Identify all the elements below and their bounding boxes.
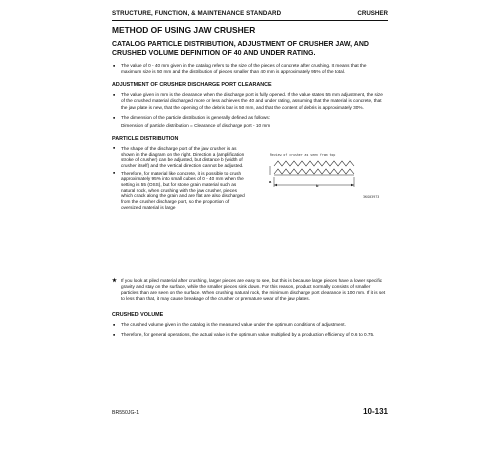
list-item: ■ The crushed volume given in the catalog is the measured value under the optimum conditions of adjustment. — [112, 322, 388, 328]
catalog-heading: CATALOG PARTICLE DISTRIBUTION, ADJUSTMENT OF CRUSHER JAW, AND CRUSHED VOLUME DEFINITION OF 40 AND UNDER RATING. — [112, 41, 369, 57]
main-title: METHOD OF USING JAW CRUSHER — [112, 25, 256, 35]
page-number: 10-131 — [363, 407, 388, 416]
figure-caption: Review of crusher as seen from top — [270, 152, 336, 157]
note-text: If you look at piled material after crushing, larger pieces are easy to see, but this is because large pieces have a lower specific gravity and stay on the surface, while the smaller pieces sink down. For this reason, product normally consists of smaller particles than are seen on the surface. When crushing natural rock, the minimum discharge port clearance is 100 mm. If it is set to less than that, it may cause breakage of the crusher or premature wear of the jaw plates. — [121, 277, 386, 302]
particle-heading: PARTICLE DISTRIBUTION — [112, 135, 179, 142]
arrow-left-icon — [274, 184, 277, 186]
arrow-right-icon — [351, 184, 354, 186]
moving-jaw-teeth — [274, 169, 354, 174]
clearance-heading: ADJUSTMENT OF CRUSHER DISCHARGE PORT CLEARANCE — [112, 82, 272, 89]
clearance-bullets — [112, 92, 388, 120]
clearance-section — [112, 82, 388, 128]
particle-text-column — [112, 146, 248, 218]
fixed-jaw-teeth — [274, 161, 354, 166]
clearance-formula: Dimension of particle distribution = Clearance of discharge port - 10 mm — [121, 122, 271, 128]
particle-section — [112, 136, 388, 272]
footer-model: BR550JG-1 — [112, 410, 140, 416]
catalog-section — [112, 41, 388, 75]
particle-body — [112, 146, 388, 272]
label-a: a — [269, 178, 272, 184]
discharge-port-diagram — [260, 153, 384, 223]
list-item: ■ The dimension of the particle distribution is generally defined as follows: — [112, 115, 388, 121]
particle-bullets — [112, 146, 248, 211]
note-block — [112, 278, 388, 302]
header-topic: CRUSHER — [357, 10, 388, 17]
list-item: ■ The value of 0 - 40 mm given in the catalog refers to the size of the pieces of concrete after crushing. It means that the maximum size is 50 mm and the distribution of pieces smaller than 40 mm is approximately 95% of the total. — [112, 63, 388, 75]
volume-heading: CRUSHED VOLUME — [112, 312, 164, 319]
page-content — [112, 22, 388, 345]
label-b: b — [316, 182, 319, 188]
catalog-bullets — [112, 63, 388, 75]
page-header — [112, 9, 388, 21]
list-item: ■ The value given in mm is the clearance when the discharge port is fully opened. If the value states 55 mm adjustment, the size of the crushed material discharged more or less achieves the 40 and under rating, assuming that the material is concrete, that the jaw plate is new, that the opening of the debris bar is 50 mm, and that the content of debris is approximately 30%. — [112, 92, 388, 110]
list-item: ■ Therefore, for material like concrete, it is possible to crush approximately 95% into small cubes of 0 - 40 mm when the setting is 55 (OSS), but for stone grain material such as natural rock, when crushing with the jaw crusher, pieces which crack along the grain and are flat are also discharged from the crusher discharge port, so the proportion of oversized material is large — [112, 171, 248, 211]
header-section-title: STRUCTURE, FUNCTION, & MAINTENANCE STANDARD — [112, 10, 282, 17]
volume-section — [112, 312, 388, 338]
figure-id: 3KG03973 — [363, 194, 380, 199]
star-icon: ★ — [112, 277, 117, 284]
list-item: ■ The shape of the discharge port of the jaw crusher is as shown in the diagram on the right. Direction a (amplification stroke of crusher) can be adjusted, but distance b (width of crusher itself) and the vertical direction cannot be adjusted. — [112, 146, 248, 169]
volume-bullets — [112, 322, 388, 338]
list-item: ■ Therefore, for general operations, the actual value is the optimum value multiplied by a production efficiency of 0.6 to 0.75. — [112, 332, 388, 338]
